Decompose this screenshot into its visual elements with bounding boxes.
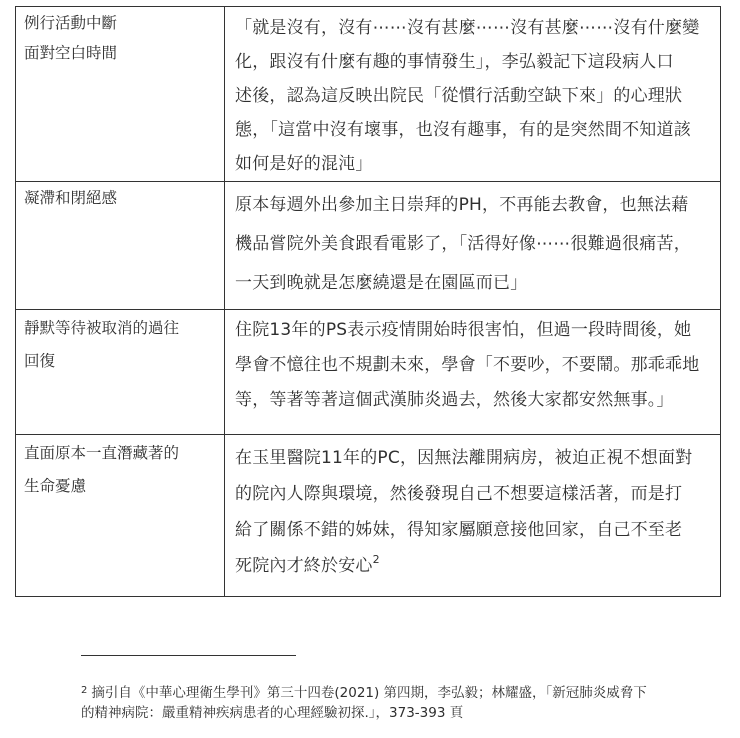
theme-label-cell	[16, 182, 225, 310]
quote-line	[235, 548, 712, 584]
theme-label: 面對空白時間	[24, 44, 118, 62]
theme-label: 生命憂慮	[24, 477, 87, 495]
footnote-line: 的精神病院：嚴重精神疾病患者的心理經驗初探.」，373-393 頁	[81, 705, 464, 721]
quote-line: 如何是好的混沌」	[235, 154, 373, 174]
table-row	[16, 310, 721, 435]
quote-text: 死院內才終於安心	[235, 556, 373, 576]
footnote-separator	[81, 655, 296, 656]
quote-line: 述後，認為這反映出院民「從慣行活動空缺下來」的心理狀	[235, 86, 683, 106]
quote-line: 化，跟沒有什麼有趣的事情發生」，李弘毅記下這段病人口	[235, 52, 674, 72]
footnote-text: 摘引自《中華心理衛生學刊》第三十四卷(2021) 第四期，李弘毅；林耀盛，「新冠肺炎威脅下	[91, 685, 647, 701]
quote-line: 態，「這當中沒有壞事，也沒有趣事，有的是突然間不知道該	[235, 120, 691, 140]
quote-line: 一天到晚就是怎麼繞還是在園區而已」	[235, 273, 528, 293]
quote-line: 住院13年的PS表示疫情開始時很害怕，但過一段時間後，她	[235, 320, 692, 340]
table-row	[16, 182, 721, 310]
quote-line: 等，等著等著這個武漢肺炎過去，然後大家都安然無事。」	[235, 390, 674, 410]
theme-label: 凝滯和閉絕感	[24, 189, 118, 207]
table-row	[16, 7, 721, 182]
table-row	[16, 435, 721, 597]
theme-label: 回復	[24, 352, 56, 370]
quote-line: 原本每週外出參加主日崇拜的PH，不再能去教會，也無法藉	[235, 195, 689, 215]
footnote-marker: 2	[81, 685, 88, 696]
quote-cell	[225, 182, 721, 310]
theme-label: 例行活動中斷	[24, 14, 118, 32]
quote-cell	[225, 435, 721, 597]
footnote-reference-link[interactable]: 2	[372, 553, 380, 566]
themes-table	[15, 6, 721, 597]
quote-line: 學會不憶往也不規劃未來，學會「不要吵，不要鬧。那乖乖地	[235, 355, 700, 375]
theme-label-cell	[16, 7, 225, 182]
theme-label: 靜默等待被取消的過往	[24, 319, 180, 337]
theme-label-cell	[16, 310, 225, 435]
quote-line: 在玉里醫院11年的PC，因無法離開病房，被迫正視不想面對	[235, 448, 693, 468]
quote-cell	[225, 7, 721, 182]
footnote	[81, 681, 721, 723]
footnote-line	[81, 681, 721, 703]
quote-line: 機品嘗院外美食跟看電影了，「活得好像⋯⋯很難過很痛苦，	[235, 234, 691, 254]
quote-cell	[225, 310, 721, 435]
quote-line: 「就是沒有，沒有⋯⋯沒有甚麼⋯⋯沒有甚麼⋯⋯沒有什麼變	[235, 18, 700, 38]
quote-line: 給了關係不錯的姊妹，得知家屬願意接他回家，自己不至老	[235, 520, 683, 540]
theme-label: 直面原本一直潛藏著的	[24, 444, 180, 462]
theme-label-cell	[16, 435, 225, 597]
quote-line: 的院內人際與環境，然後發現自己不想要這樣活著，而是打	[235, 484, 683, 504]
